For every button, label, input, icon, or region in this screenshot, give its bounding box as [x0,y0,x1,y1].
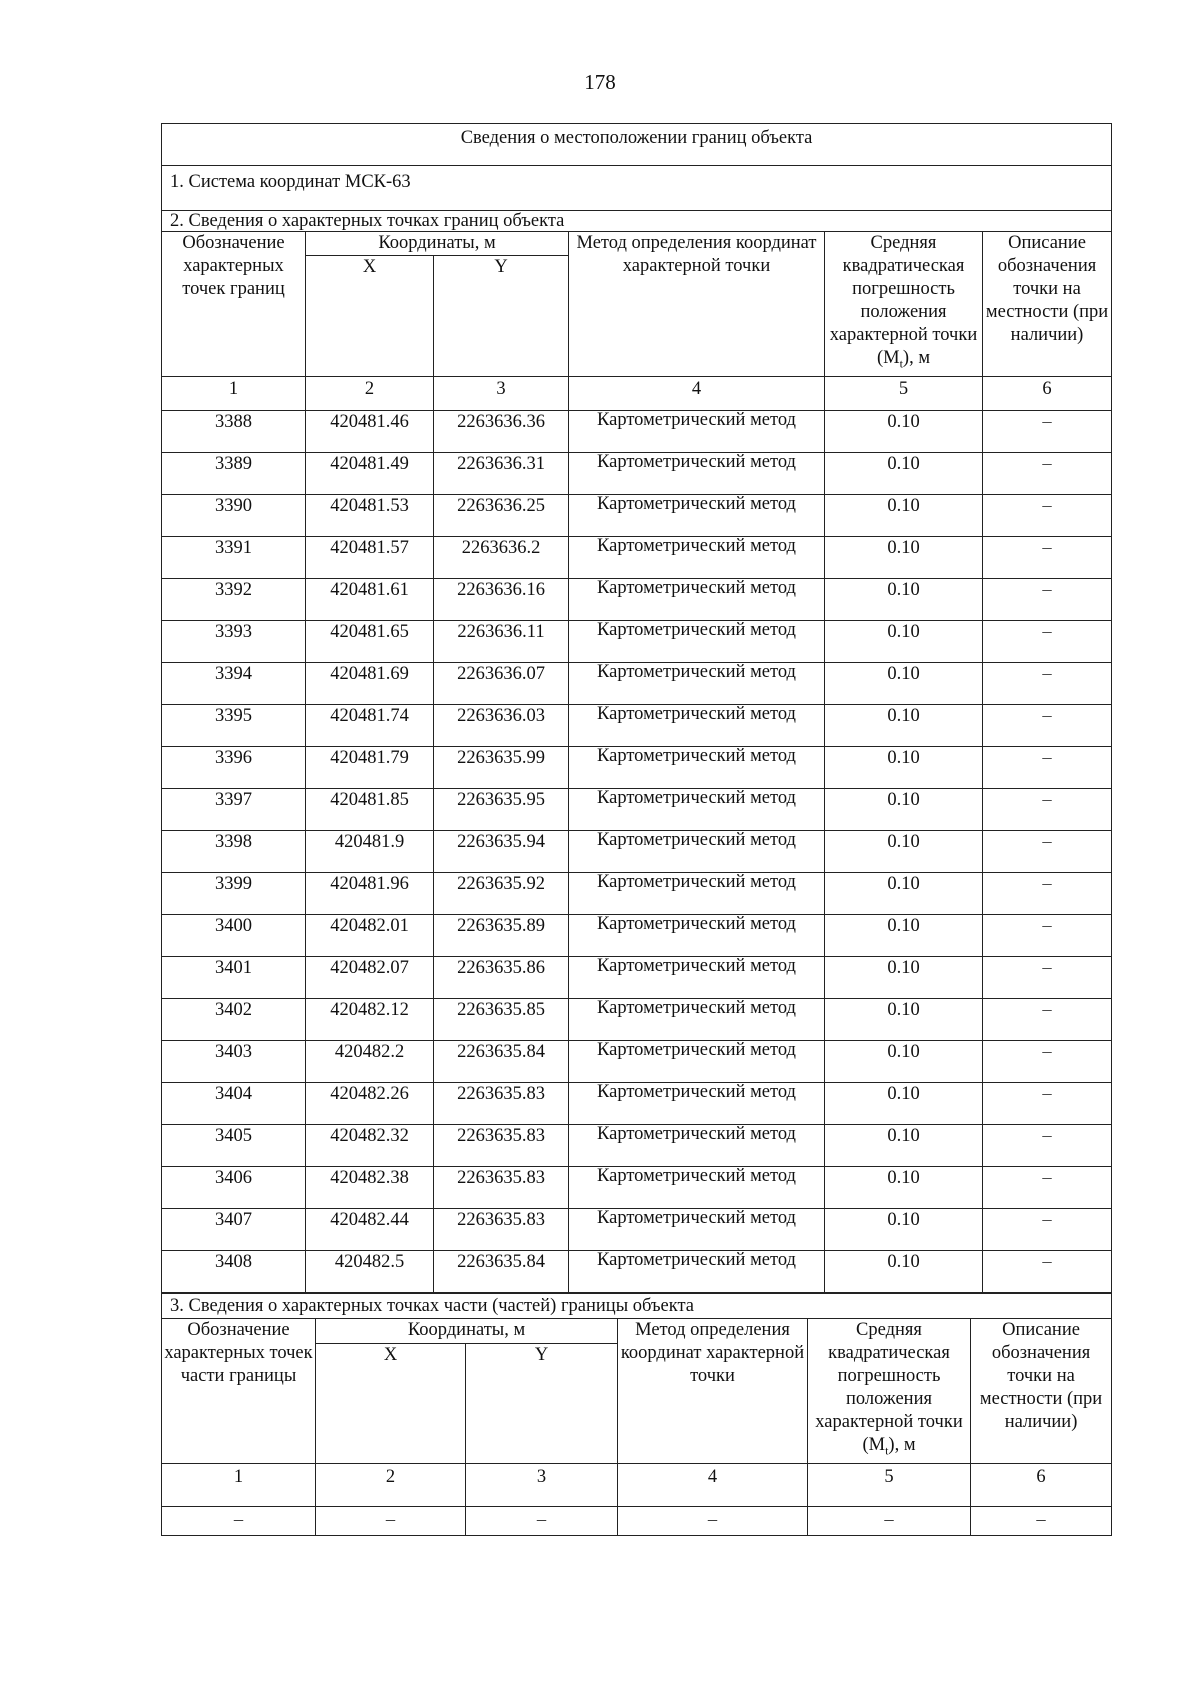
empty-cell: – [466,1506,618,1535]
col-number: 5 [808,1463,971,1506]
point-cell: 3394 [162,663,306,705]
error-cell: 0.10 [825,999,983,1041]
point-cell: 3396 [162,747,306,789]
error-cell: 0.10 [825,705,983,747]
y-coordinate-cell: 2263635.99 [434,747,569,789]
header-x: X [316,1343,466,1463]
boundary-document [161,123,1111,1536]
column-numbers-row [162,1463,1112,1506]
method-cell: Картометрический метод [569,411,825,453]
y-coordinate-cell: 2263635.95 [434,789,569,831]
description-cell: – [983,999,1112,1041]
method-cell: Картометрический метод [569,1125,825,1167]
point-cell: 3393 [162,621,306,663]
description-cell: – [983,1083,1112,1125]
method-cell: Картометрический метод [569,453,825,495]
point-cell: 3405 [162,1125,306,1167]
method-cell: Картометрический метод [569,537,825,579]
method-cell: Картометрический метод [569,621,825,663]
description-cell: – [983,1125,1112,1167]
y-coordinate-cell: 2263635.83 [434,1125,569,1167]
error-cell: 0.10 [825,663,983,705]
y-coordinate-cell: 2263636.07 [434,663,569,705]
col-number: 6 [971,1463,1112,1506]
y-coordinate-cell: 2263636.36 [434,411,569,453]
error-cell: 0.10 [825,1083,983,1125]
description-cell: – [983,915,1112,957]
y-coordinate-cell: 2263636.2 [434,537,569,579]
table-row [162,705,1112,747]
point-cell: 3391 [162,537,306,579]
empty-cell: – [162,1506,316,1535]
error-cell: 0.10 [825,747,983,789]
description-cell: – [983,747,1112,789]
header-description: Описание обозначения точки на местности (при наличии) [971,1319,1112,1464]
point-cell: 3408 [162,1251,306,1293]
method-cell: Картометрический метод [569,1167,825,1209]
table-row [162,789,1112,831]
point-cell: 3402 [162,999,306,1041]
table-row [162,831,1112,873]
x-coordinate-cell: 420481.61 [306,579,434,621]
x-coordinate-cell: 420481.79 [306,747,434,789]
empty-cell: – [316,1506,466,1535]
method-cell: Картометрический метод [569,1041,825,1083]
col-number: 3 [434,377,569,411]
header-point: Обозначение характерных точек части границы [162,1319,316,1464]
x-coordinate-cell: 420481.69 [306,663,434,705]
point-cell: 3406 [162,1167,306,1209]
method-cell: Картометрический метод [569,1083,825,1125]
empty-cell: – [618,1506,808,1535]
col-number: 2 [306,377,434,411]
error-cell: 0.10 [825,411,983,453]
column-numbers-row [162,377,1112,411]
header-method: Метод определения координат характерной точки [618,1319,808,1464]
description-cell: – [983,495,1112,537]
col-number: 3 [466,1463,618,1506]
x-coordinate-cell: 420481.49 [306,453,434,495]
description-cell: – [983,537,1112,579]
header-coords: Координаты, м [316,1319,618,1344]
point-cell: 3404 [162,1083,306,1125]
point-cell: 3403 [162,1041,306,1083]
table-row [162,873,1112,915]
error-cell: 0.10 [825,537,983,579]
table-row [162,1506,1112,1535]
x-coordinate-cell: 420482.07 [306,957,434,999]
error-cell: 0.10 [825,831,983,873]
table-row [162,453,1112,495]
table-row [162,621,1112,663]
description-cell: – [983,1251,1112,1293]
x-coordinate-cell: 420481.9 [306,831,434,873]
x-coordinate-cell: 420482.32 [306,1125,434,1167]
table-row [162,747,1112,789]
boundary-points-table [161,123,1112,1293]
table-row [162,663,1112,705]
point-cell: 3397 [162,789,306,831]
point-cell: 3390 [162,495,306,537]
x-coordinate-cell: 420481.57 [306,537,434,579]
description-cell: – [983,705,1112,747]
table-row [162,957,1112,999]
error-cell: 0.10 [825,1125,983,1167]
table-row [162,1167,1112,1209]
x-coordinate-cell: 420482.26 [306,1083,434,1125]
y-coordinate-cell: 2263636.11 [434,621,569,663]
method-cell: Картометрический метод [569,1251,825,1293]
point-cell: 3400 [162,915,306,957]
header-description: Описание обозначения точки на местности (при наличии) [983,232,1112,377]
x-coordinate-cell: 420481.46 [306,411,434,453]
coordinate-system: 1. Система координат МСК-63 [162,166,1112,211]
x-coordinate-cell: 420481.85 [306,789,434,831]
method-cell: Картометрический метод [569,873,825,915]
table-body [162,411,1112,1293]
method-cell: Картометрический метод [569,705,825,747]
error-cell: 0.10 [825,915,983,957]
error-cell: 0.10 [825,579,983,621]
method-cell: Картометрический метод [569,999,825,1041]
col-number: 4 [618,1463,808,1506]
x-coordinate-cell: 420481.53 [306,495,434,537]
x-coordinate-cell: 420482.5 [306,1251,434,1293]
description-cell: – [983,621,1112,663]
empty-cell: – [971,1506,1112,1535]
section-2-title: 2. Сведения о характерных точках границ объекта [162,211,1112,232]
error-cell: 0.10 [825,1251,983,1293]
empty-cell: – [808,1506,971,1535]
error-cell: 0.10 [825,1167,983,1209]
table-row [162,579,1112,621]
y-coordinate-cell: 2263635.94 [434,831,569,873]
header-x: X [306,256,434,377]
point-cell: 3398 [162,831,306,873]
x-coordinate-cell: 420482.12 [306,999,434,1041]
point-cell: 3407 [162,1209,306,1251]
table-row [162,537,1112,579]
description-cell: – [983,1209,1112,1251]
point-cell: 3389 [162,453,306,495]
description-cell: – [983,453,1112,495]
y-coordinate-cell: 2263635.89 [434,915,569,957]
method-cell: Картометрический метод [569,579,825,621]
x-coordinate-cell: 420482.44 [306,1209,434,1251]
y-coordinate-cell: 2263635.85 [434,999,569,1041]
error-cell: 0.10 [825,957,983,999]
point-cell: 3392 [162,579,306,621]
page-number: 178 [584,70,616,94]
point-cell: 3395 [162,705,306,747]
table-row [162,495,1112,537]
col-number: 1 [162,1463,316,1506]
method-cell: Картометрический метод [569,915,825,957]
description-cell: – [983,789,1112,831]
table-row [162,1209,1112,1251]
method-cell: Картометрический метод [569,789,825,831]
table-row [162,1041,1112,1083]
part-boundary-points-table [161,1293,1112,1536]
method-cell: Картометрический метод [569,747,825,789]
y-coordinate-cell: 2263635.86 [434,957,569,999]
x-coordinate-cell: 420481.96 [306,873,434,915]
col-number: 2 [316,1463,466,1506]
error-cell: 0.10 [825,495,983,537]
method-cell: Картометрический метод [569,831,825,873]
error-cell: 0.10 [825,453,983,495]
document-title: Сведения о местоположении границ объекта [162,124,1112,166]
col-number: 4 [569,377,825,411]
header-point: Обозначение характерных точек границ [162,232,306,377]
table-row [162,915,1112,957]
y-coordinate-cell: 2263635.92 [434,873,569,915]
x-coordinate-cell: 420482.01 [306,915,434,957]
header-error: Средняя квадратическая погрешность положения характерной точки $(M_t)$, м [808,1319,971,1464]
x-coordinate-cell: 420482.2 [306,1041,434,1083]
description-cell: – [983,411,1112,453]
error-cell: 0.10 [825,789,983,831]
y-coordinate-cell: 2263636.31 [434,453,569,495]
y-coordinate-cell: 2263636.25 [434,495,569,537]
table-row [162,999,1112,1041]
table-row [162,411,1112,453]
description-cell: – [983,831,1112,873]
x-coordinate-cell: 420482.38 [306,1167,434,1209]
y-coordinate-cell: 2263636.03 [434,705,569,747]
point-cell: 3399 [162,873,306,915]
point-cell: 3401 [162,957,306,999]
description-cell: – [983,1167,1112,1209]
col-number: 1 [162,377,306,411]
description-cell: – [983,873,1112,915]
method-cell: Картометрический метод [569,663,825,705]
error-cell: 0.10 [825,873,983,915]
table-row [162,1125,1112,1167]
y-coordinate-cell: 2263635.83 [434,1083,569,1125]
description-cell: – [983,663,1112,705]
header-method: Метод определения координат характерной точки [569,232,825,377]
error-cell: 0.10 [825,1209,983,1251]
table-row [162,1251,1112,1293]
description-cell: – [983,957,1112,999]
method-cell: Картометрический метод [569,495,825,537]
section-3-title: 3. Сведения о характерных точках части (частей) границы объекта [162,1294,1112,1319]
header-y: Y [434,256,569,377]
header-coords: Координаты, м [306,232,569,256]
point-cell: 3388 [162,411,306,453]
header-y: Y [466,1343,618,1463]
y-coordinate-cell: 2263636.16 [434,579,569,621]
table-row [162,1083,1112,1125]
y-coordinate-cell: 2263635.84 [434,1251,569,1293]
description-cell: – [983,1041,1112,1083]
method-cell: Картометрический метод [569,957,825,999]
header-error: Средняя квадратическая погрешность положения характерной точки $(M_t)$, м [825,232,983,377]
y-coordinate-cell: 2263635.83 [434,1167,569,1209]
col-number: 5 [825,377,983,411]
error-cell: 0.10 [825,621,983,663]
y-coordinate-cell: 2263635.84 [434,1041,569,1083]
error-cell: 0.10 [825,1041,983,1083]
method-cell: Картометрический метод [569,1209,825,1251]
col-number: 6 [983,377,1112,411]
description-cell: – [983,579,1112,621]
y-coordinate-cell: 2263635.83 [434,1209,569,1251]
x-coordinate-cell: 420481.65 [306,621,434,663]
x-coordinate-cell: 420481.74 [306,705,434,747]
